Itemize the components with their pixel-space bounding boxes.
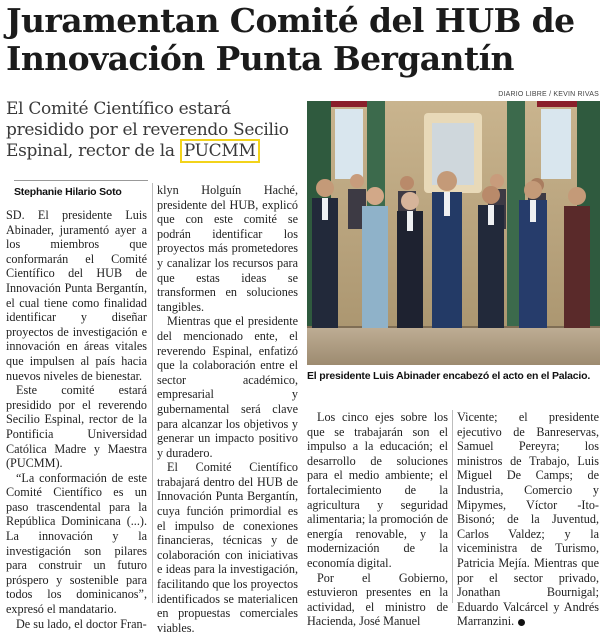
paragraph: Mientras que el presidente del mencionado ente, el reverendo Espinal, enfatizó que la colaboración entre el sector académico, empresarial y gubernamental será clave para alcanzar los objetivos y generar un impacto positivo y duradero.	[157, 314, 298, 460]
article-column-3	[307, 410, 448, 629]
paragraph	[457, 410, 599, 629]
paragraph: Por el Gobierno, estuvieron presentes en la actividad, el ministro de Hacienda, José Manuel	[307, 570, 448, 629]
column-divider	[152, 183, 153, 603]
news-photo-illustration	[307, 101, 600, 365]
paragraph: “La conformación de este Comité Científico es un paso trascendental para la República Dominicana (...). La innovación y la investigación son pilares para construir un futuro próspero y sostenible para todos los dominicanos”, expresó el mandatario.	[6, 470, 147, 617]
headline: Juramentan Comité del HUB de Innovación Punta Bergantín	[6, 1, 575, 78]
photo-caption: El presidente Luis Abinader encabezó el acto en el Palacio.	[307, 370, 591, 382]
article-column-4	[457, 410, 599, 629]
highlighted-acronym: PUCMM	[180, 139, 260, 163]
paragraph: El Comité Científico trabajará dentro del HUB de Innovación Punta Bergantín, cuya función primordial es el impulso de conexiones financieras, técnicas y de colaboración con iniciativas e ideas para la investigación, facilitando que los proyectos identificados se materialicen en propuestas comerciales viables.	[157, 460, 298, 635]
news-photo	[307, 101, 600, 365]
photo-credit: DIARIO LIBRE / KEVIN RIVAS	[498, 91, 599, 98]
paragraph-text: Vicente; el presidente ejecutivo de Banreservas, Samuel Pereyra; los ministros de Trabajo, Luis Miguel De Camps; de Industria, Comercio y Mipymes, Víctor -Ito- Bisonó; de la Juventud, Carlos Valdez; y la viceministra de Turismo, Patricia Mejía. Mientras que por el sector privado, Jonathan Bournigal; Eduardo Valcárcel y Andrés Marranzini.	[457, 410, 599, 629]
byline-rule	[14, 180, 148, 181]
paragraph: Este comité estará presidido por el reverendo Secilio Espinal, rector de la Pontificia Universidad Católica Madre y Maestra (PUCMM).	[6, 383, 147, 471]
paragraph: Los cinco ejes sobre los que se trabajarán son el impulso a la educación; el desarrollo de soluciones para el medio ambiente; el fortalecimiento de la agricultura y seguridad alimentaria; la promoción de energía renovable, y la modernización de la economía digital.	[307, 410, 448, 570]
paragraph: klyn Holguín Haché, presidente del HUB, explicó que con este comité se podrán identificar los proyectos más prometedores y canalizar los recursos para que estas ideas se transformen en soluciones tangibles.	[157, 183, 298, 314]
end-of-article-icon	[518, 619, 525, 626]
article-column-2	[157, 183, 298, 635]
paragraph: SD. El presidente Luis Abinader, juramentó ayer a los miembros que conformarán el Comité Científico del HUB de Innovación Punta Bergantín, el cual tiene como finalidad identificar y diseñar proyectos de investigación e innovación en áreas vitales que impulsen al país hacia nuevos niveles de bienestar.	[6, 208, 147, 383]
subheadline	[6, 99, 298, 162]
byline: Stephanie Hilario Soto	[14, 186, 122, 198]
paragraph: De su lado, el doctor Fran-	[16, 616, 147, 631]
subhead-text: El Comité Científico estará presidido por el reverendo Secilio Espinal, rector de la	[6, 99, 289, 161]
column-divider	[452, 410, 453, 603]
article-column-1	[6, 208, 147, 631]
